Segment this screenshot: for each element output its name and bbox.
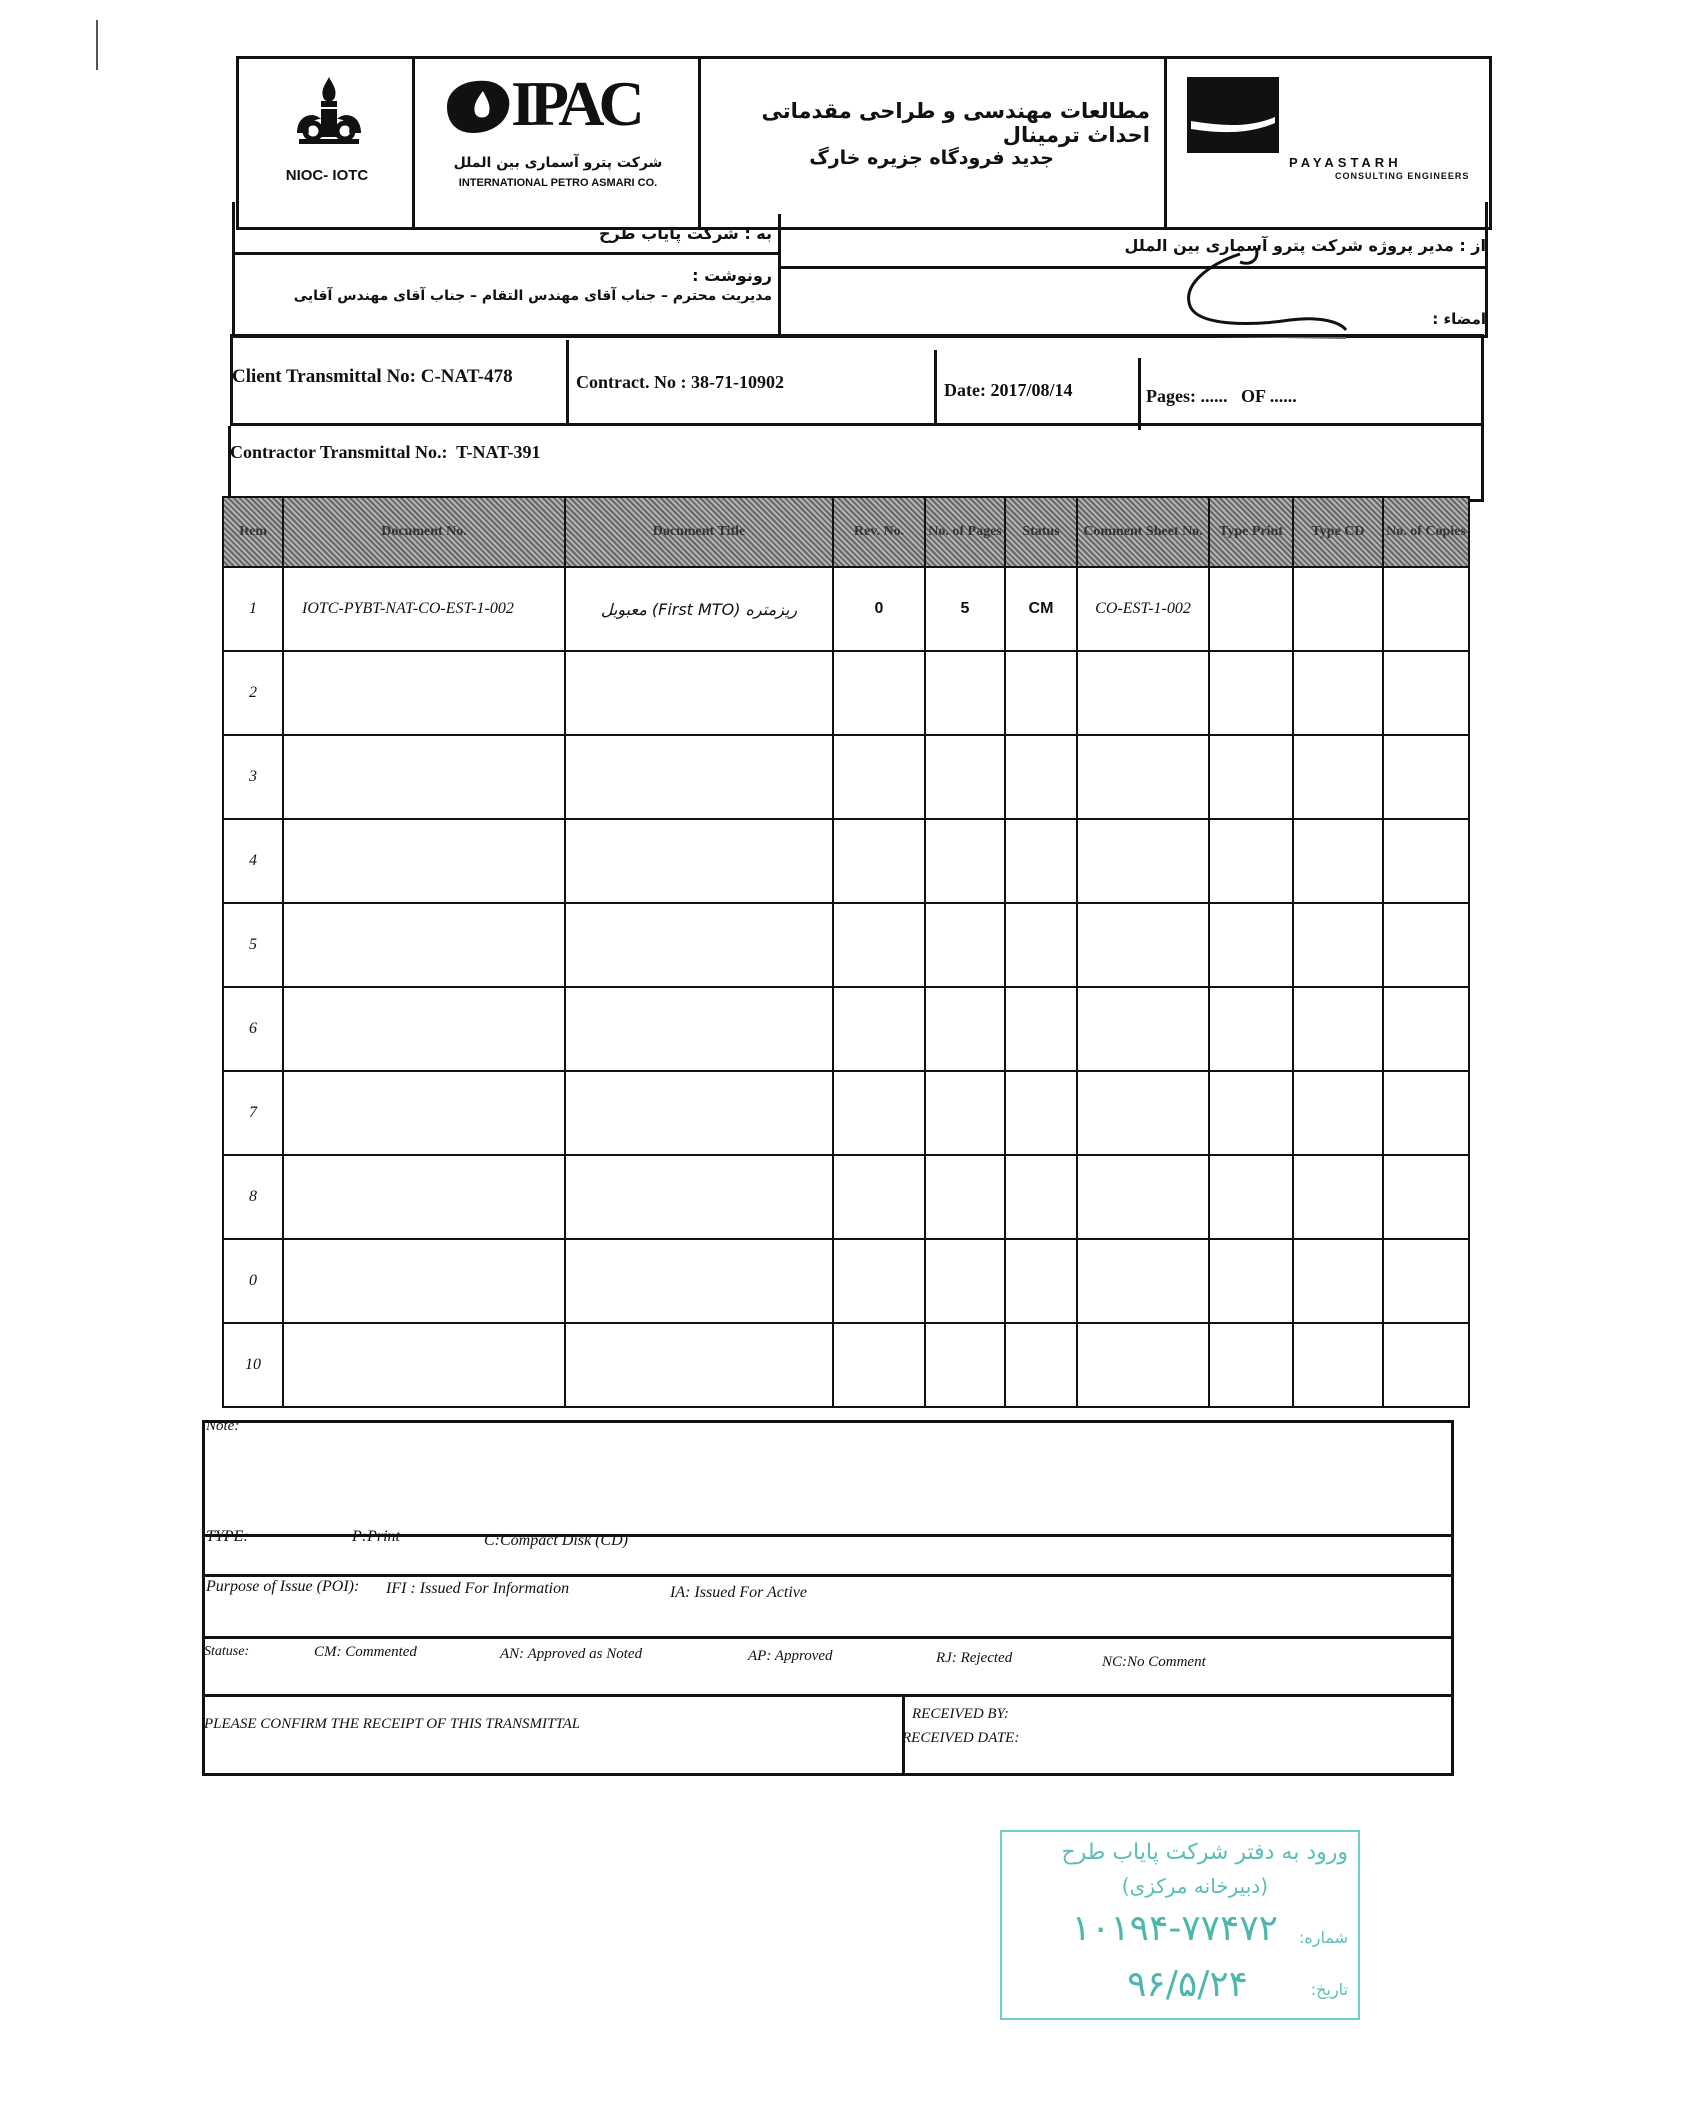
header-document-title: Document Title [565,497,833,567]
table-row [223,1155,1469,1239]
transmittal-div1 [566,340,569,426]
addressing-divider [778,214,781,338]
row-copies [1383,567,1469,651]
header-no-of-pages: No. of Pages [925,497,1005,567]
poi-line [202,1636,1454,1639]
stamp-line2: (دبیرخانه مرکزی) [1121,1874,1268,1898]
row-copies [1383,1071,1469,1155]
row-type-print [1209,987,1293,1071]
client-transmittal-no: Client Transmittal No: C-NAT-478 [232,366,513,387]
payastarh-sub: CONSULTING ENGINEERS [1335,171,1470,181]
row-number: 5 [223,903,283,987]
row-status [1005,1239,1077,1323]
row-comment-sheet [1077,903,1209,987]
table-row [223,1239,1469,1323]
scan-edge-line [96,20,98,70]
row-type-cd [1293,1239,1383,1323]
row-type-print [1209,1155,1293,1239]
row-copies [1383,819,1469,903]
document-table [222,496,1470,1408]
header-type-print: Type Print [1209,497,1293,567]
row-number: 6 [223,987,283,1071]
row-pages [925,1323,1005,1407]
row-comment-sheet [1077,1323,1209,1407]
confirm-receipt: PLEASE CONFIRM THE RECEIPT OF THIS TRANSMITTAL [204,1716,581,1732]
cc-value: مدیریت محترم – جناب آقای مهندس التقام – جناب آقای مهندس آقایی [293,288,772,304]
table-row [223,735,1469,819]
table-header-row [223,497,1469,567]
row-status: CM [1005,567,1077,651]
to-recipient: به : شرکت پایاب طرح [599,224,772,243]
row-type-cd [1293,567,1383,651]
header-document-no: Document No. [283,497,565,567]
ipac-logo-text: IPAC [511,68,639,139]
row-type-cd [1293,903,1383,987]
row-document-no [283,1323,565,1407]
stamp-number-label: شماره: [1298,1928,1348,1947]
row-comment-sheet [1077,1155,1209,1239]
row-pages [925,1239,1005,1323]
row-status [1005,1155,1077,1239]
row-status [1005,735,1077,819]
poi-ifi: IFI : Issued For Information [386,1580,570,1597]
row-type-cd [1293,1071,1383,1155]
row-pages: 5 [925,567,1005,651]
row-rev [833,819,925,903]
row-comment-sheet [1077,1239,1209,1323]
row-document-title [565,1071,833,1155]
row-comment-sheet [1077,819,1209,903]
row-pages [925,819,1005,903]
row-copies [1383,1323,1469,1407]
row-status [1005,819,1077,903]
row-number: 0 [223,1239,283,1323]
row-rev [833,1239,925,1323]
received-date: RECEIVED DATE: [902,1730,1020,1746]
row-rev [833,735,925,819]
row-document-no [283,903,565,987]
row-rev [833,1323,925,1407]
status-line [202,1694,1454,1697]
row-copies [1383,903,1469,987]
type-print: P:Print [352,1528,400,1545]
row-status [1005,987,1077,1071]
row-document-title: ریزمتره (First MTO) معبوبل [565,567,833,651]
row-rev [833,1155,925,1239]
row-status [1005,651,1077,735]
row-rev [833,651,925,735]
row-pages [925,903,1005,987]
row-comment-sheet [1077,1071,1209,1155]
row-pages [925,987,1005,1071]
payastarh-logo-icon [1187,77,1279,153]
transmittal-div2 [934,350,937,426]
nioc-label: NIOC- IOTC [285,167,369,184]
row-type-print [1209,819,1293,903]
type-cd: C:Compact Disk (CD) [484,1532,628,1549]
contractor-box [228,426,1484,502]
row-number: 4 [223,819,283,903]
row-type-print [1209,1323,1293,1407]
row-document-no: IOTC-PYBT-NAT-CO-EST-1-002 [283,567,565,651]
note-label: Note: [206,1418,240,1434]
row-pages [925,735,1005,819]
cc-label: رونوشت : [692,266,772,285]
row-number: 8 [223,1155,283,1239]
row-document-title [565,735,833,819]
header-type-cd: Type CD [1293,497,1383,567]
header-status: Status [1005,497,1077,567]
stamp-date-label: تاریخ: [1310,1980,1348,1999]
receipt-stamp [1000,1830,1360,2020]
signature-label: امضاء : [1432,310,1486,328]
project-title-line2: جدید فرودگاه جزیره خارگ [809,147,1054,169]
to-line [232,252,778,255]
stamp-number-value: ۱۰۱۹۴-۷۷۴۷۲ [1071,1908,1278,1949]
table-row [223,987,1469,1071]
contractor-transmittal-no: Contractor Transmittal No.: T-NAT-391 [230,442,541,462]
header-item: Item [223,497,283,567]
row-status [1005,1071,1077,1155]
row-document-title [565,1323,833,1407]
row-document-title [565,1239,833,1323]
row-copies [1383,735,1469,819]
row-type-print [1209,1071,1293,1155]
row-copies [1383,651,1469,735]
row-pages [925,1155,1005,1239]
row-copies [1383,1239,1469,1323]
row-pages [925,1071,1005,1155]
row-type-print [1209,1239,1293,1323]
row-comment-sheet: CO-EST-1-002 [1077,567,1209,651]
row-type-cd [1293,1323,1383,1407]
row-rev [833,987,925,1071]
row-document-title [565,819,833,903]
header-rev-no: Rev. No. [833,497,925,567]
status-rj: RJ: Rejected [936,1650,1013,1666]
table-row [223,651,1469,735]
row-type-print [1209,903,1293,987]
row-rev [833,903,925,987]
stamp-line1: ورود به دفتر شرکت پایاب طرح [1061,1840,1348,1865]
contract-no: Contract. No : 38-71-10902 [576,372,784,392]
row-comment-sheet [1077,987,1209,1071]
row-comment-sheet [1077,735,1209,819]
from-sender: از : مدیر پروژه شرکت پترو آسماری بین الملل [1124,236,1486,255]
header-copies: No. of Copies [1383,497,1469,567]
row-rev: 0 [833,567,925,651]
status-nc: NC:No Comment [1102,1654,1206,1670]
ipac-fa-name: شرکت پترو آسماری بین الملل [453,155,663,171]
header-comment-sheet: Comment Sheet No. [1077,497,1209,567]
row-number: 7 [223,1071,283,1155]
row-copies [1383,1155,1469,1239]
poi-label: Purpose of Issue (POI): [206,1578,360,1595]
signature-mark [1170,244,1350,344]
row-document-no [283,1071,565,1155]
row-number: 3 [223,735,283,819]
row-document-no [283,651,565,735]
table-row [223,1071,1469,1155]
row-copies [1383,987,1469,1071]
row-type-cd [1293,735,1383,819]
row-document-no [283,987,565,1071]
row-document-no [283,1239,565,1323]
table-row [223,1323,1469,1407]
row-document-no [283,1155,565,1239]
status-label: Statuse: [204,1644,250,1659]
nioc-logo-icon [291,73,367,149]
row-document-title [565,1155,833,1239]
row-number: 10 [223,1323,283,1407]
status-ap: AP: Approved [748,1648,833,1664]
table-row [223,903,1469,987]
received-by: RECEIVED BY: [912,1706,1009,1722]
row-type-print [1209,567,1293,651]
row-document-no [283,735,565,819]
row-document-title [565,651,833,735]
type-label: TYPE: [206,1528,249,1545]
table-row [223,567,1469,651]
status-an: AN: Approved as Noted [500,1646,643,1662]
type-line [202,1574,1454,1577]
row-status [1005,903,1077,987]
transmittal-div3 [1138,358,1141,430]
row-type-cd [1293,819,1383,903]
row-comment-sheet [1077,651,1209,735]
row-number: 2 [223,651,283,735]
ipac-en-name: INTERNATIONAL PETRO ASMARI CO. [458,177,658,189]
project-title-line1: مطالعات مهندسی و طراحی مقدماتی احداث ترمینال [761,99,1150,147]
row-type-print [1209,735,1293,819]
row-type-cd [1293,651,1383,735]
transmittal-date: Date: 2017/08/14 [944,380,1073,400]
stamp-date-value: ۹۶/۵/۲۴ [1127,1964,1248,2005]
row-type-cd [1293,1155,1383,1239]
row-document-no [283,819,565,903]
ipac-drop-icon [443,77,513,137]
row-document-title [565,987,833,1071]
row-rev [833,1071,925,1155]
row-pages [925,651,1005,735]
row-type-cd [1293,987,1383,1071]
table-row [223,819,1469,903]
row-document-title [565,903,833,987]
poi-ia: IA: Issued For Active [670,1584,807,1601]
row-status [1005,1323,1077,1407]
status-cm: CM: Commented [314,1644,417,1660]
from-line [778,266,1488,269]
row-number: 1 [223,567,283,651]
payastarh-name: PAYASTARH [1289,155,1402,170]
pages-count: Pages: ...... OF ...... [1146,386,1297,406]
row-type-print [1209,651,1293,735]
